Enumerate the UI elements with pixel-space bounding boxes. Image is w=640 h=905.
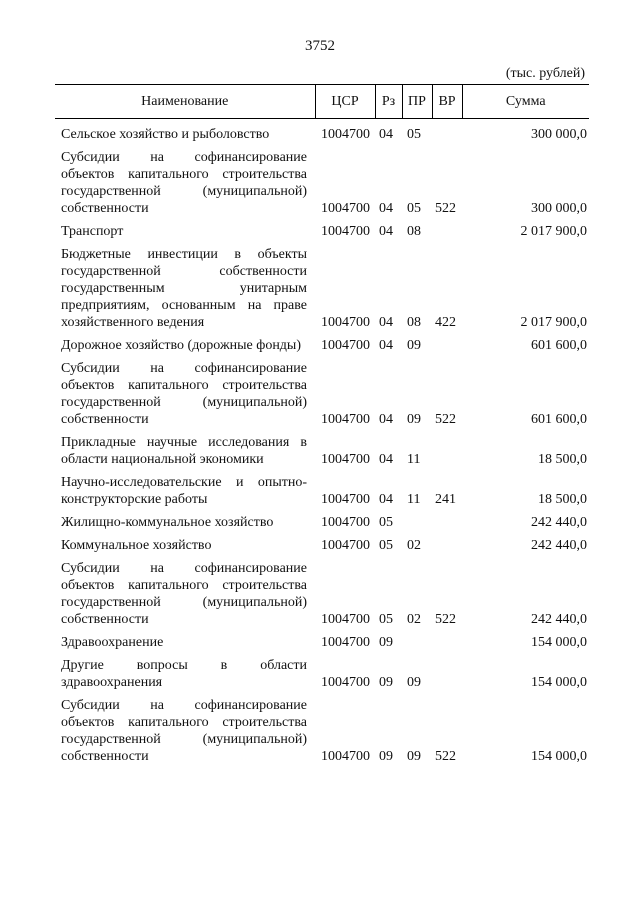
row-csr: 1004700: [321, 538, 370, 553]
row-pr: 09: [407, 412, 421, 427]
table-row: [55, 220, 589, 243]
budget-table: [55, 84, 589, 768]
row-pr: [402, 511, 432, 534]
table-row: [55, 243, 589, 334]
row-csr: 1004700: [321, 127, 370, 142]
row-rz: 04: [379, 338, 393, 353]
row-sum: 18 500,0: [538, 492, 587, 507]
row-pr: [402, 631, 432, 654]
row-pr: 02: [407, 612, 421, 627]
table-header-row: [55, 85, 589, 119]
row-name: Научно-исследовательские и опытно-конструкторские работы: [61, 475, 307, 507]
row-csr: 1004700: [321, 201, 370, 216]
row-pr: 05: [407, 127, 421, 142]
row-name: Здравоохранение: [61, 635, 164, 650]
row-sum: 154 000,0: [531, 749, 587, 764]
row-pr: 11: [407, 452, 421, 467]
row-vr: [432, 220, 462, 243]
table-row: [55, 334, 589, 357]
page-number: 3752: [305, 38, 335, 54]
units-label: (тыс. рублей): [505, 66, 585, 81]
row-name: Коммунальное хозяйство: [61, 538, 212, 553]
row-csr: 1004700: [321, 612, 370, 627]
row-csr: 1004700: [321, 224, 370, 239]
table-row: [55, 631, 589, 654]
row-csr: 1004700: [321, 412, 370, 427]
table-row: [55, 654, 589, 694]
row-vr: [432, 511, 462, 534]
row-rz: 04: [379, 492, 393, 507]
row-rz: 05: [379, 515, 393, 530]
column-header-csr: ЦСР: [315, 85, 375, 119]
row-name: Субсидии на софинансирование объектов капитального строительства государственной (муниципальной) собственности: [61, 150, 307, 216]
row-sum: 242 440,0: [531, 515, 587, 530]
row-rz: 04: [379, 452, 393, 467]
row-rz: 05: [379, 612, 393, 627]
row-vr: 522: [435, 612, 456, 627]
row-sum: 2 017 900,0: [520, 315, 587, 330]
row-csr: 1004700: [321, 338, 370, 353]
table-row: [55, 146, 589, 220]
row-vr: [432, 631, 462, 654]
row-csr: 1004700: [321, 749, 370, 764]
row-csr: 1004700: [321, 452, 370, 467]
row-sum: 18 500,0: [538, 452, 587, 467]
column-header-rz: Рз: [375, 85, 402, 119]
row-vr: [432, 534, 462, 557]
row-name: Субсидии на софинансирование объектов капитального строительства государственной (муниципальной) собственности: [61, 361, 307, 427]
row-name: Дорожное хозяйство (дорожные фонды): [61, 338, 302, 353]
row-rz: 04: [379, 224, 393, 239]
column-header-name: Наименование: [55, 85, 315, 119]
table-row: [55, 694, 589, 768]
row-rz: 04: [379, 201, 393, 216]
table-row: [55, 534, 589, 557]
row-vr: 522: [435, 412, 456, 427]
row-pr: 08: [407, 224, 421, 239]
row-name: Субсидии на софинансирование объектов капитального строительства государственной (муниципальной) собственности: [61, 698, 307, 764]
table-row: [55, 357, 589, 431]
table-row: [55, 557, 589, 631]
row-rz: 05: [379, 538, 393, 553]
row-rz: 09: [379, 749, 393, 764]
row-sum: 300 000,0: [531, 201, 587, 216]
row-name: Сельское хозяйство и рыболовство: [61, 127, 270, 142]
row-sum: 601 600,0: [531, 338, 587, 353]
row-csr: 1004700: [321, 675, 370, 690]
column-header-sum: Сумма: [462, 85, 589, 119]
row-pr: 02: [407, 538, 421, 553]
row-csr: 1004700: [321, 635, 370, 650]
row-name: Прикладные научные исследования в области национальной экономики: [61, 435, 307, 467]
row-vr: [432, 654, 462, 694]
row-sum: 2 017 900,0: [520, 224, 587, 239]
row-vr: 522: [435, 749, 456, 764]
table-row: [55, 471, 589, 511]
table-row: [55, 431, 589, 471]
table-row: [55, 511, 589, 534]
row-name: Другие вопросы в области здравоохранения: [61, 658, 307, 690]
row-sum: 601 600,0: [531, 412, 587, 427]
row-csr: 1004700: [321, 492, 370, 507]
row-pr: 11: [407, 492, 421, 507]
row-rz: 09: [379, 635, 393, 650]
row-sum: 300 000,0: [531, 127, 587, 142]
row-pr: 09: [407, 749, 421, 764]
table-row: [55, 119, 589, 147]
row-vr: [432, 334, 462, 357]
row-sum: 242 440,0: [531, 538, 587, 553]
row-pr: 08: [407, 315, 421, 330]
row-name: Жилищно-коммунальное хозяйство: [61, 515, 274, 530]
row-csr: 1004700: [321, 315, 370, 330]
row-csr: 1004700: [321, 515, 370, 530]
column-header-pr: ПР: [402, 85, 432, 119]
row-vr: [432, 119, 462, 147]
row-rz: 09: [379, 675, 393, 690]
row-vr: 422: [435, 315, 456, 330]
row-rz: 04: [379, 315, 393, 330]
row-sum: 154 000,0: [531, 635, 587, 650]
row-name: Бюджетные инвестиции в объекты государственной собственности государственным унитарным предприятиям, основанным на праве хозяйственного ведения: [61, 247, 307, 330]
column-header-vr: ВР: [432, 85, 462, 119]
row-sum: 242 440,0: [531, 612, 587, 627]
row-pr: 09: [407, 675, 421, 690]
row-name: Субсидии на софинансирование объектов капитального строительства государственной (муниципальной) собственности: [61, 561, 307, 627]
row-pr: 05: [407, 201, 421, 216]
row-pr: 09: [407, 338, 421, 353]
row-vr: [432, 431, 462, 471]
row-rz: 04: [379, 412, 393, 427]
row-sum: 154 000,0: [531, 675, 587, 690]
row-rz: 04: [379, 127, 393, 142]
row-name: Транспорт: [61, 224, 124, 239]
row-vr: 241: [435, 492, 456, 507]
row-vr: 522: [435, 201, 456, 216]
